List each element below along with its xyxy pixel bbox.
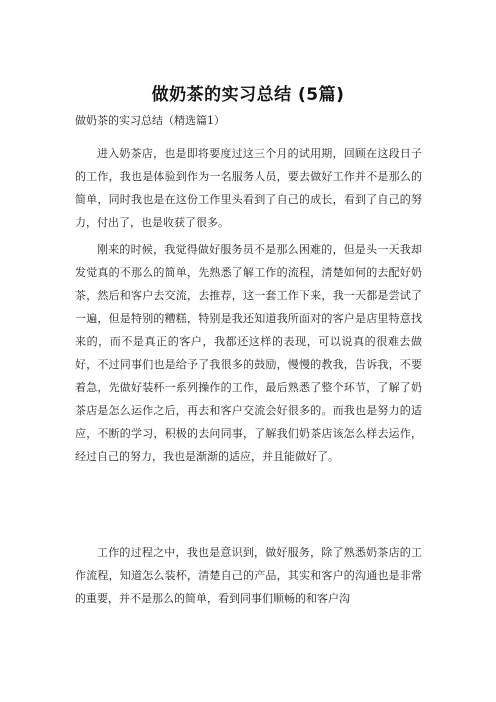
paragraph-3: 工作的过程之中，我也是意识到，做好服务，除了熟悉奶茶店的工作流程，知道怎么装杯，清楚自己的产品，其实和客户的沟通也是非常的重要，并不是那么的简单，看到同事们顺畅的和客户沟 xyxy=(75,546,422,605)
document-subtitle: 做奶茶的实习总结（精选篇1） xyxy=(75,114,225,127)
paragraph-2: 刚来的时候，我觉得做好服务员不是那么困难的，但是头一天我却发觉真的不那么的简单，先熟悉了解工作的流程，清楚如何的去配好奶茶，然后和客户去交流，去推荐，这一套工作下来，我一天都是尝试了一遍，但是特别的糟糕，特别是我还知道我所面对的客户是店里特意找来的，而不是真正的客户，我都还这样的表现，可以说真的很难去做好，不过同事们也是给予了我很多的鼓励，慢慢的教我，告诉我，不要着急，先做好装杯一系列操作的工作，最后熟悉了整个环节，了解了奶茶店是怎么运作之后，再去和客户交流会好很多的。而我也是努力的适应，不断的学习，积极的去问同事，了解我们奶茶店该怎么样去运作，经过自己的努力，我也是渐渐的适应，并且能做好了。 xyxy=(75,243,422,463)
document-title: 做奶茶的实习总结 (5篇) xyxy=(151,85,345,105)
paragraph-1: 进入奶茶店，也是即将要度过这三个月的试用期，回顾在这段日子的工作，我也是体验到作为一名服务人员，要去做好工作并不是那么的简单，同时我也是在这份工作里头看到了自己的成长，看到了自己的努力，付出了，也是收获了很多。 xyxy=(75,147,422,229)
